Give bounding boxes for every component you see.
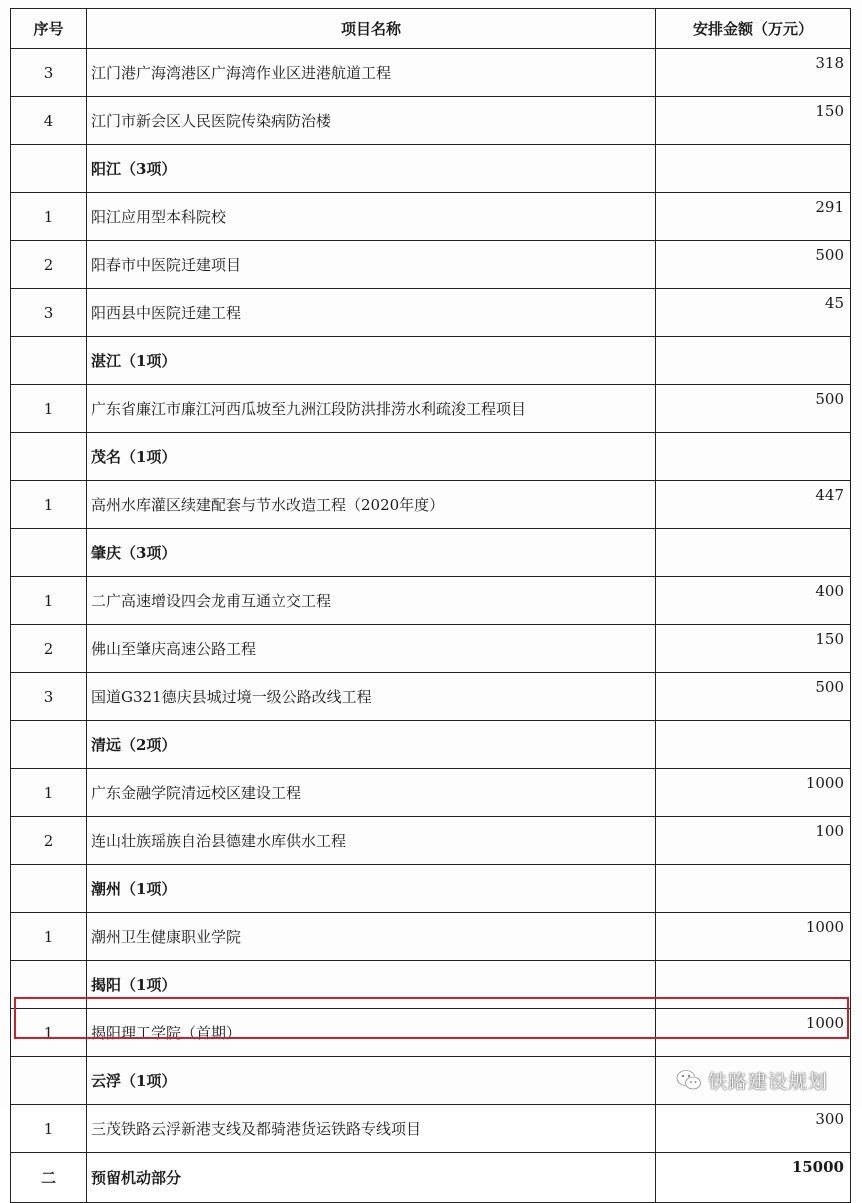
cell-name: 茂名（1项） xyxy=(87,433,656,481)
cell-seq: 2 xyxy=(11,241,87,289)
table-row xyxy=(11,385,851,433)
header-amount: 安排金额（万元） xyxy=(656,9,851,49)
cell-amount xyxy=(656,337,851,385)
cell-name: 广东省廉江市廉江河西瓜坡至九洲江段防洪排涝水利疏浚工程项目 xyxy=(87,385,656,433)
watermark-text: 铁路建设规划 xyxy=(708,1070,829,1093)
table-row xyxy=(11,241,851,289)
table-row xyxy=(11,577,851,625)
cell-name: 肇庆（3项） xyxy=(87,529,656,577)
cell-amount xyxy=(656,433,851,481)
cell-name: 江门市新会区人民医院传染病防治楼 xyxy=(87,97,656,145)
cell-amount xyxy=(656,865,851,913)
header-name: 项目名称 xyxy=(87,9,656,49)
cell-seq xyxy=(11,865,87,913)
cell-seq: 2 xyxy=(11,625,87,673)
cell-amount: 318 xyxy=(656,49,851,97)
cell-amount: 1000 xyxy=(656,913,851,961)
table-header-row xyxy=(11,9,851,49)
table-row xyxy=(11,817,851,865)
cell-seq: 1 xyxy=(11,1009,87,1057)
region-row xyxy=(11,865,851,913)
cell-seq: 1 xyxy=(11,577,87,625)
cell-name: 揭阳理工学院（首期） xyxy=(87,1009,656,1057)
cell-seq: 4 xyxy=(11,97,87,145)
reserve-row xyxy=(11,1153,851,1203)
cell-amount: 300 xyxy=(656,1105,851,1153)
cell-name: 佛山至肇庆高速公路工程 xyxy=(87,625,656,673)
cell-seq xyxy=(11,337,87,385)
region-row xyxy=(11,337,851,385)
cell-amount: 100 xyxy=(656,817,851,865)
cell-name: 三茂铁路云浮新港支线及都骑港货运铁路专线项目 xyxy=(87,1105,656,1153)
region-row xyxy=(11,145,851,193)
cell-name: 湛江（1项） xyxy=(87,337,656,385)
cell-amount: 447 xyxy=(656,481,851,529)
cell-seq: 1 xyxy=(11,913,87,961)
cell-name: 揭阳（1项） xyxy=(87,961,656,1009)
cell-seq: 3 xyxy=(11,49,87,97)
table-row xyxy=(11,97,851,145)
cell-seq: 2 xyxy=(11,817,87,865)
cell-seq: 1 xyxy=(11,769,87,817)
cell-seq: 1 xyxy=(11,385,87,433)
cell-name: 阳江（3项） xyxy=(87,145,656,193)
cell-name: 清远（2项） xyxy=(87,721,656,769)
cell-seq: 1 xyxy=(11,481,87,529)
cell-amount: 1000 xyxy=(656,769,851,817)
cell-amount: 291 xyxy=(656,193,851,241)
cell-amount xyxy=(656,145,851,193)
cell-name: 二广高速增设四会龙甫互通立交工程 xyxy=(87,577,656,625)
cell-amount: 500 xyxy=(656,241,851,289)
table-row xyxy=(11,1105,851,1153)
cell-seq xyxy=(11,529,87,577)
header-seq: 序号 xyxy=(11,9,87,49)
table-row xyxy=(11,289,851,337)
table-row xyxy=(11,913,851,961)
cell-seq xyxy=(11,1057,87,1105)
cell-name: 广东金融学院清远校区建设工程 xyxy=(87,769,656,817)
cell-amount xyxy=(656,721,851,769)
cell-amount: 1000 xyxy=(656,1009,851,1057)
cell-name: 潮州（1项） xyxy=(87,865,656,913)
cell-seq: 1 xyxy=(11,1105,87,1153)
cell-name: 阳西县中医院迁建工程 xyxy=(87,289,656,337)
cell-name: 江门港广海湾港区广海湾作业区进港航道工程 xyxy=(87,49,656,97)
cell-seq: 二 xyxy=(11,1153,87,1203)
cell-amount: 150 xyxy=(656,97,851,145)
cell-seq xyxy=(11,721,87,769)
cell-name: 国道G321德庆县城过境一级公路改线工程 xyxy=(87,673,656,721)
cell-amount: 500 xyxy=(656,385,851,433)
region-row xyxy=(11,721,851,769)
cell-name: 高州水库灌区续建配套与节水改造工程（2020年度） xyxy=(87,481,656,529)
table-row xyxy=(11,625,851,673)
region-row xyxy=(11,529,851,577)
cell-amount: 400 xyxy=(656,577,851,625)
cell-name: 云浮（1项） xyxy=(87,1057,656,1105)
cell-seq: 3 xyxy=(11,289,87,337)
cell-amount: 45 xyxy=(656,289,851,337)
cell-amount: 150 xyxy=(656,625,851,673)
cell-seq: 3 xyxy=(11,673,87,721)
cell-amount: 500 xyxy=(656,673,851,721)
cell-amount xyxy=(656,529,851,577)
cell-name: 连山壮族瑶族自治县德建水库供水工程 xyxy=(87,817,656,865)
cell-seq: 1 xyxy=(11,193,87,241)
cell-amount: 15000 xyxy=(656,1153,851,1203)
table-row xyxy=(11,481,851,529)
table-row xyxy=(11,673,851,721)
cell-seq xyxy=(11,433,87,481)
cell-seq xyxy=(11,145,87,193)
cell-name: 潮州卫生健康职业学院 xyxy=(87,913,656,961)
wechat-icon xyxy=(676,1069,702,1091)
region-row xyxy=(11,433,851,481)
watermark xyxy=(676,1060,828,1100)
cell-name: 预留机动部分 xyxy=(87,1153,656,1203)
table-row xyxy=(11,193,851,241)
table-row xyxy=(11,769,851,817)
cell-name: 阳江应用型本科院校 xyxy=(87,193,656,241)
table-row xyxy=(11,49,851,97)
highlight-box xyxy=(14,997,849,1039)
cell-name: 阳春市中医院迁建项目 xyxy=(87,241,656,289)
